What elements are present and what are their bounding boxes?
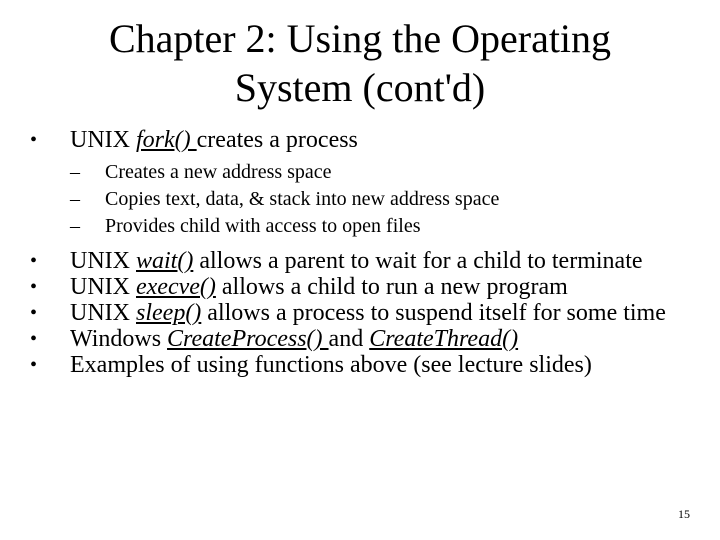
sub-bullet-copies (30, 186, 680, 213)
fork-sublist (30, 159, 680, 240)
bullet-windows-func1: CreateProcess() (167, 326, 329, 352)
bullet-sleep-suffix: allows a process to suspend itself for some time (201, 300, 666, 326)
bullet-sleep (30, 300, 680, 326)
bullet-execve (30, 274, 680, 300)
bullet-fork-func: fork() (136, 127, 197, 153)
sub-bullet-text: Copies text, data, & stack into new address space (105, 188, 500, 210)
bullet-wait-suffix: allows a parent to wait for a child to terminate (193, 248, 643, 274)
sub-bullet-text: Provides child with access to open files (105, 215, 421, 237)
bullet-fork-suffix: creates a process (196, 127, 358, 153)
bullet-marker: • (30, 276, 38, 298)
bullet-sleep-func: sleep() (136, 300, 202, 326)
bullet-wait-prefix: UNIX (70, 248, 136, 274)
bullet-examples-text: Examples of using functions above (see lecture slides) (70, 352, 592, 378)
title-line-1: Chapter 2: Using the Operating (108, 16, 612, 61)
bullet-sleep-prefix: UNIX (70, 300, 136, 326)
page-number: 15 (678, 507, 690, 521)
bullet-execve-prefix: UNIX (70, 274, 136, 300)
bullet-wait-func: wait() (136, 248, 194, 274)
bullet-windows-func2: CreateThread() (369, 326, 519, 352)
bullet-marker: • (30, 302, 38, 324)
sub-bullet-marker: – (70, 215, 80, 237)
sub-bullet-address-space (30, 159, 680, 186)
bullet-fork-prefix: UNIX (70, 127, 136, 153)
bullet-windows (30, 326, 680, 352)
bullet-windows-middle: and (328, 326, 370, 352)
bullet-wait (30, 248, 680, 274)
sub-bullet-open-files (30, 213, 680, 240)
bullet-execve-func: execve() (136, 274, 216, 300)
title-line-2: System (cont'd) (234, 65, 486, 110)
bullet-examples (30, 352, 680, 378)
bullet-marker: • (30, 250, 38, 272)
bullet-list (30, 127, 680, 378)
bullet-fork (30, 127, 680, 153)
bullet-marker: • (30, 354, 38, 376)
sub-bullet-marker: – (70, 188, 80, 210)
sub-bullet-text: Creates a new address space (105, 161, 332, 183)
bullet-marker: • (30, 328, 38, 350)
bullet-windows-prefix: Windows (70, 326, 168, 352)
bullet-marker: • (30, 129, 38, 151)
slide-title (0, 14, 720, 112)
sub-bullet-marker: – (70, 161, 80, 183)
bullet-execve-suffix: allows a child to run a new program (215, 274, 568, 300)
